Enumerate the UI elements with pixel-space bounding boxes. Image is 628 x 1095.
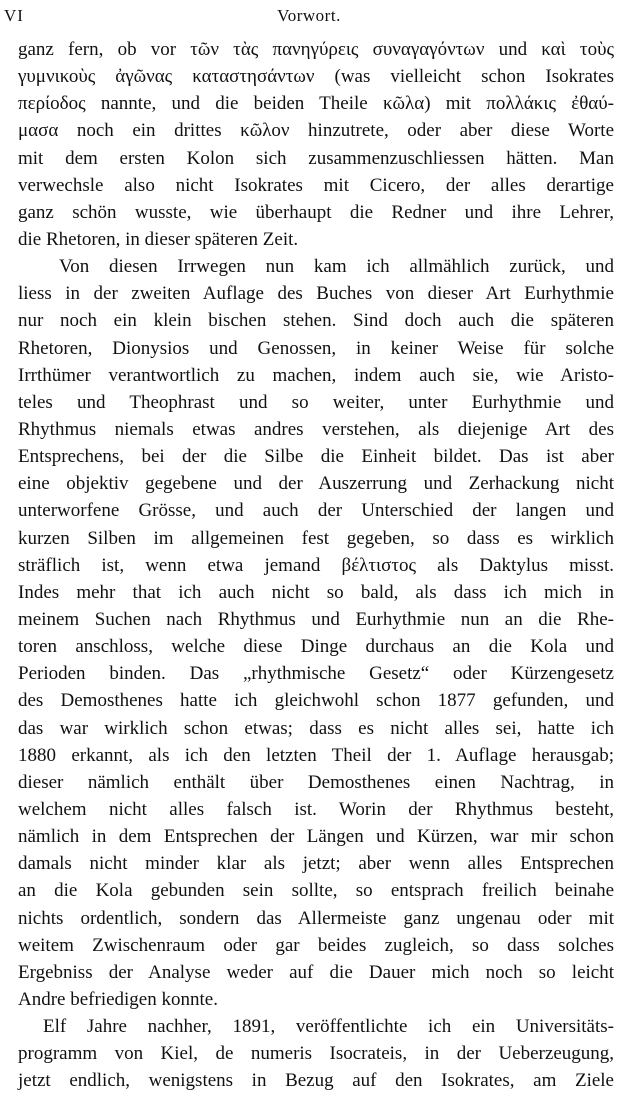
text-line: an die Kola gebunden sein sollte, so entsprach freilich beinahe: [18, 880, 614, 902]
text-line: Perioden binden. Das „rhythmische Gesetz“ oder Kürzengesetz: [18, 663, 614, 685]
text-line: γυμνικοὺς ἀγῶνας καταστησάντων (was vielleicht schon Isokrates: [18, 66, 614, 88]
text-line: eine objektiv gegebene und der Auszerrung und Zerhackung nicht: [18, 473, 614, 495]
body-text: [18, 36, 614, 1094]
text-line: περίοδος nannte, und die beiden Theile κῶλα) mit πολλάκις ἐθαύ-: [18, 93, 614, 115]
text-line: nämlich in dem Entsprechen der Längen und Kürzen, war mir schon: [18, 826, 614, 848]
text-line: das war wirklich schon etwas; dass es nicht alles sei, hatte ich: [18, 717, 614, 739]
text-line: sträflich ist, wenn etwa jemand βέλτιστος als Daktylus misst.: [18, 554, 614, 576]
text-line: jetzt endlich, wenigstens in Bezug auf den Isokrates, am Ziele: [18, 1070, 614, 1092]
text-line: Ergebniss der Analyse weder auf die Dauer mich noch so leicht: [18, 961, 614, 983]
page-header: [4, 6, 614, 30]
text-line: Rhythmus niemals etwas andres verstehen, als diejenige Art des: [18, 418, 614, 440]
text-line: Von diesen Irrwegen nun kam ich allmählich zurück, und: [59, 256, 614, 278]
text-line: mit dem ersten Kolon sich zusammenzuschliessen hätten. Man: [18, 147, 614, 169]
text-line: die Rhetoren, in dieser späteren Zeit.: [18, 228, 299, 250]
text-line: Entsprechens, bei der die Silbe die Einheit bildet. Das ist aber: [18, 446, 614, 468]
text-line: Irrthümer verantwortlich zu machen, indem auch sie, wie Aristo-: [18, 364, 614, 386]
text-line: unterworfene Grösse, und auch der Unterschied der langen und: [18, 500, 614, 522]
text-line: teles und Theophrast und so weiter, unter Eurhythmie und: [18, 391, 614, 413]
text-line: Rhetoren, Dionysios und Genossen, in keiner Weise für solche: [18, 337, 614, 359]
text-line: damals nicht minder klar als jetzt; aber wenn alles Entsprechen: [18, 853, 614, 875]
text-line: nur noch ein klein bischen stehen. Sind doch auch die späteren: [18, 310, 614, 332]
text-line: toren anschloss, welche diese Dinge durchaus an die Kola und: [18, 636, 614, 658]
text-line: Elf Jahre nachher, 1891, veröffentlichte ich ein Universitäts-: [43, 1016, 614, 1038]
text-line: meinem Suchen nach Rhythmus und Eurhythmie nun an die Rhe-: [18, 608, 614, 630]
text-line: nichts ordentlich, sondern das Allermeiste ganz ungenau oder mit: [18, 907, 614, 929]
text-line: dieser nämlich enthält über Demosthenes einen Nachtrag, in: [18, 771, 614, 793]
page-number: VI: [4, 6, 24, 25]
text-line: 1880 erkannt, als ich den letzten Theil der 1. Auflage herausgab;: [18, 744, 614, 766]
text-line: Indes mehr that ich auch nicht so bald, als dass ich mich in: [18, 581, 614, 603]
text-line: Andre befriedigen konnte.: [18, 988, 218, 1010]
text-line: μασα noch ein drittes κῶλον hinzutrete, oder aber diese Worte: [18, 120, 614, 142]
text-line: kurzen Silben im allgemeinen fest gegeben, so dass es wirklich: [18, 527, 614, 549]
text-line: des Demosthenes hatte ich gleichwohl schon 1877 gefunden, und: [18, 690, 614, 712]
text-line: weitem Zwischenraum oder gar beides zugleich, so dass solches: [18, 934, 614, 956]
text-line: liess in der zweiten Auflage des Buches von dieser Art Eurhythmie: [18, 283, 614, 305]
text-line: ganz schön wusste, wie überhaupt die Redner und ihre Lehrer,: [18, 201, 614, 223]
text-line: verwechsle also nicht Isokrates mit Cicero, der alles derartige: [18, 174, 614, 196]
text-line: programm von Kiel, de numeris Isocrateis, in der Ueberzeugung,: [18, 1043, 614, 1065]
text-line: welchem nicht alles falsch ist. Worin der Rhythmus besteht,: [18, 798, 614, 820]
running-title: Vorwort.: [277, 6, 341, 25]
text-line: ganz fern, ob vor τῶν τὰς πανηγύρεις συναγαγόντων und καὶ τοὺς: [18, 39, 614, 60]
